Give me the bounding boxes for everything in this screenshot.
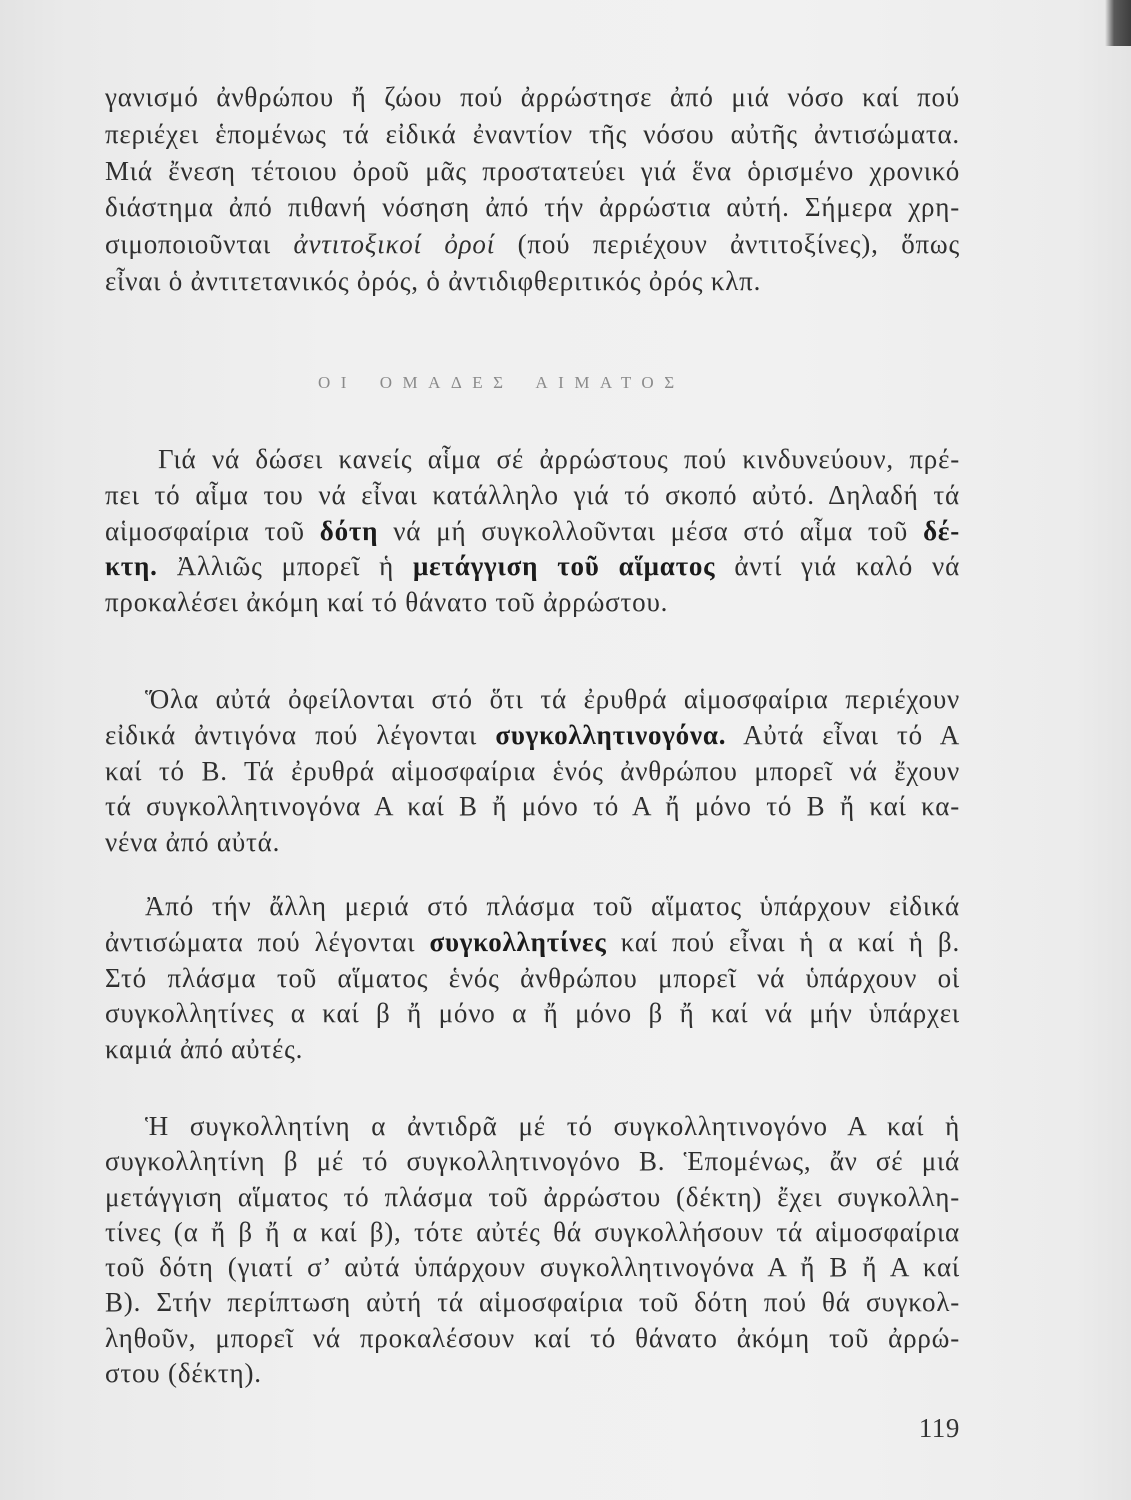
line-segment: νά μή συγκολλοῦνται μέσα στό αἷμα τοῦ bbox=[378, 515, 924, 546]
paragraph bbox=[105, 682, 960, 861]
text-line: Γιά νά δώσει κανείς αἷμα σέ ἀρρώστους πού κινδυνεύουν, πρέ- bbox=[158, 444, 960, 474]
line-segment: Ἀλλιῶς μπορεῖ ἡ bbox=[157, 551, 414, 582]
text-line: συγκολλητίνες α καί β ἤ μόνο α ἤ μόνο β ἤ καί νά μήν ὑπάρχει bbox=[105, 998, 960, 1029]
text-line: εἶναι ὁ ἀντιτετανικός ὀρός, ὁ ἀντιδιφθεριτικός ὀρός κλπ. bbox=[105, 265, 762, 296]
line-segment: ἀντί γιά καλό νά bbox=[715, 551, 961, 582]
text-line: συγκολλητίνη β μέ τό συγκολλητινογόνο Β. Ἑπομένως, ἄν σέ μιά bbox=[105, 1146, 960, 1177]
paragraph-continuation bbox=[105, 79, 960, 300]
text-line: καμιά ἀπό αὐτές. bbox=[105, 1034, 304, 1065]
text-line bbox=[105, 718, 960, 754]
text-line: Ἡ συγκολλητίνη α ἀντιδρᾶ μέ τό συγκολλητινογόνο Α καί ἡ bbox=[145, 1111, 960, 1141]
line-segment: Αὐτά εἶναι τό Α bbox=[726, 719, 960, 750]
bold-term: δότη bbox=[319, 515, 379, 546]
paragraph bbox=[105, 1109, 960, 1391]
line-segment: καί πού εἶναι ἡ α καί ἡ β. bbox=[606, 926, 960, 957]
page-edge-shadow bbox=[1105, 0, 1131, 46]
text-line: νένα ἀπό αὐτά. bbox=[105, 827, 281, 858]
text-line: γανισμό ἀνθρώπου ἤ ζώου πού ἀρρώστησε ἀπό μιά νόσο καί πού bbox=[105, 82, 960, 112]
bold-term: κτη. bbox=[105, 551, 158, 582]
paragraph bbox=[105, 889, 960, 1068]
line-segment: (πού περιέχουν ἀντιτοξίνες), ὅπως bbox=[495, 229, 960, 260]
section-heading: ΟΙ ΟΜΑΔΕΣ ΑΙΜΑΤΟΣ bbox=[318, 373, 685, 392]
text-line bbox=[105, 925, 960, 961]
text-line: Στό πλάσμα τοῦ αἵματος ἑνός ἀνθρώπου μπορεῖ νά ὑπάρχουν οἱ bbox=[105, 962, 960, 993]
text-line: προκαλέσει ἀκόμη καί τό θάνατο τοῦ ἀρρώστου. bbox=[105, 587, 669, 618]
line-segment: ἀντισώματα πού λέγονται bbox=[105, 926, 430, 957]
text-line: τοῦ δότη (γιατί σ’ αὐτά ὑπάρχουν συγκολλητινογόνα Α ἤ Β ἤ Α καί bbox=[105, 1252, 960, 1283]
text-line: μετάγγιση αἵματος τό πλάσμα τοῦ ἀρρώστου (δέκτη) ἔχει συγκολλη- bbox=[105, 1181, 960, 1212]
paragraph bbox=[105, 442, 960, 621]
line-segment: εἰδικά ἀντιγόνα πού λέγονται bbox=[105, 719, 496, 750]
text-line: διάστημα ἀπό πιθανή νόσηση ἀπό τήν ἀρρώστια αὐτή. Σήμερα χρη- bbox=[105, 192, 960, 223]
text-line: στου (δέκτη). bbox=[105, 1358, 262, 1389]
page-number: 119 bbox=[918, 1413, 960, 1443]
text-line: Β). Στήν περίπτωση αὐτή τά αἱμοσφαίρια τοῦ δότη πού θά συγκολ- bbox=[105, 1287, 960, 1318]
line-segment: αἱμοσφαίρια τοῦ bbox=[105, 515, 320, 546]
italic-term: ἀντιτοξικοί ὀροί bbox=[293, 229, 496, 260]
bold-term: μετάγγιση τοῦ αἵματος bbox=[413, 551, 716, 582]
text-line bbox=[105, 226, 960, 263]
text-line: περιέχει ἑπομένως τά εἰδικά ἐναντίον τῆς νόσου αὐτῆς ἀντισώματα. bbox=[105, 118, 960, 149]
text-line: τά συγκολλητινογόνα Α καί Β ἤ μόνο τό Α ἤ μόνο τό Β ἤ καί κα- bbox=[105, 791, 960, 822]
text-line: Ἀπό τήν ἄλλη μεριά στό πλάσμα τοῦ αἵματος ὑπάρχουν εἰδικά bbox=[145, 891, 960, 921]
text-line bbox=[105, 549, 960, 585]
text-line bbox=[105, 514, 960, 550]
text-line: Ὅλα αὐτά ὀφείλονται στό ὅτι τά ἐρυθρά αἱμοσφαίρια περιέχουν bbox=[145, 684, 960, 714]
bold-term: δέ- bbox=[923, 515, 961, 546]
text-line: τίνες (α ἤ β ἤ α καί β), τότε αὐτές θά συγκολλήσουν τά αἱμοσφαίρια bbox=[105, 1216, 960, 1247]
bold-term: συγκολλητινογόνα. bbox=[495, 719, 727, 750]
line-segment: σιμοποιοῦνται bbox=[105, 229, 294, 260]
text-line: Μιά ἔνεση τέτοιου ὀροῦ μᾶς προστατεύει γιά ἕνα ὁρισμένο χρονικό bbox=[105, 155, 960, 186]
text-line: πει τό αἷμα του νά εἶναι κατάλληλο γιά τό σκοπό αὐτό. Δηλαδή τά bbox=[105, 479, 960, 510]
bold-term: συγκολλητίνες bbox=[429, 926, 607, 957]
text-line: καί τό Β. Τά ἐρυθρά αἱμοσφαίρια ἑνός ἀνθρώπου μπορεῖ νά ἔχουν bbox=[105, 755, 960, 786]
text-line: ληθοῦν, μπορεῖ νά προκαλέσουν καί τό θάνατο ἀκόμη τοῦ ἀρρώ- bbox=[105, 1322, 960, 1353]
